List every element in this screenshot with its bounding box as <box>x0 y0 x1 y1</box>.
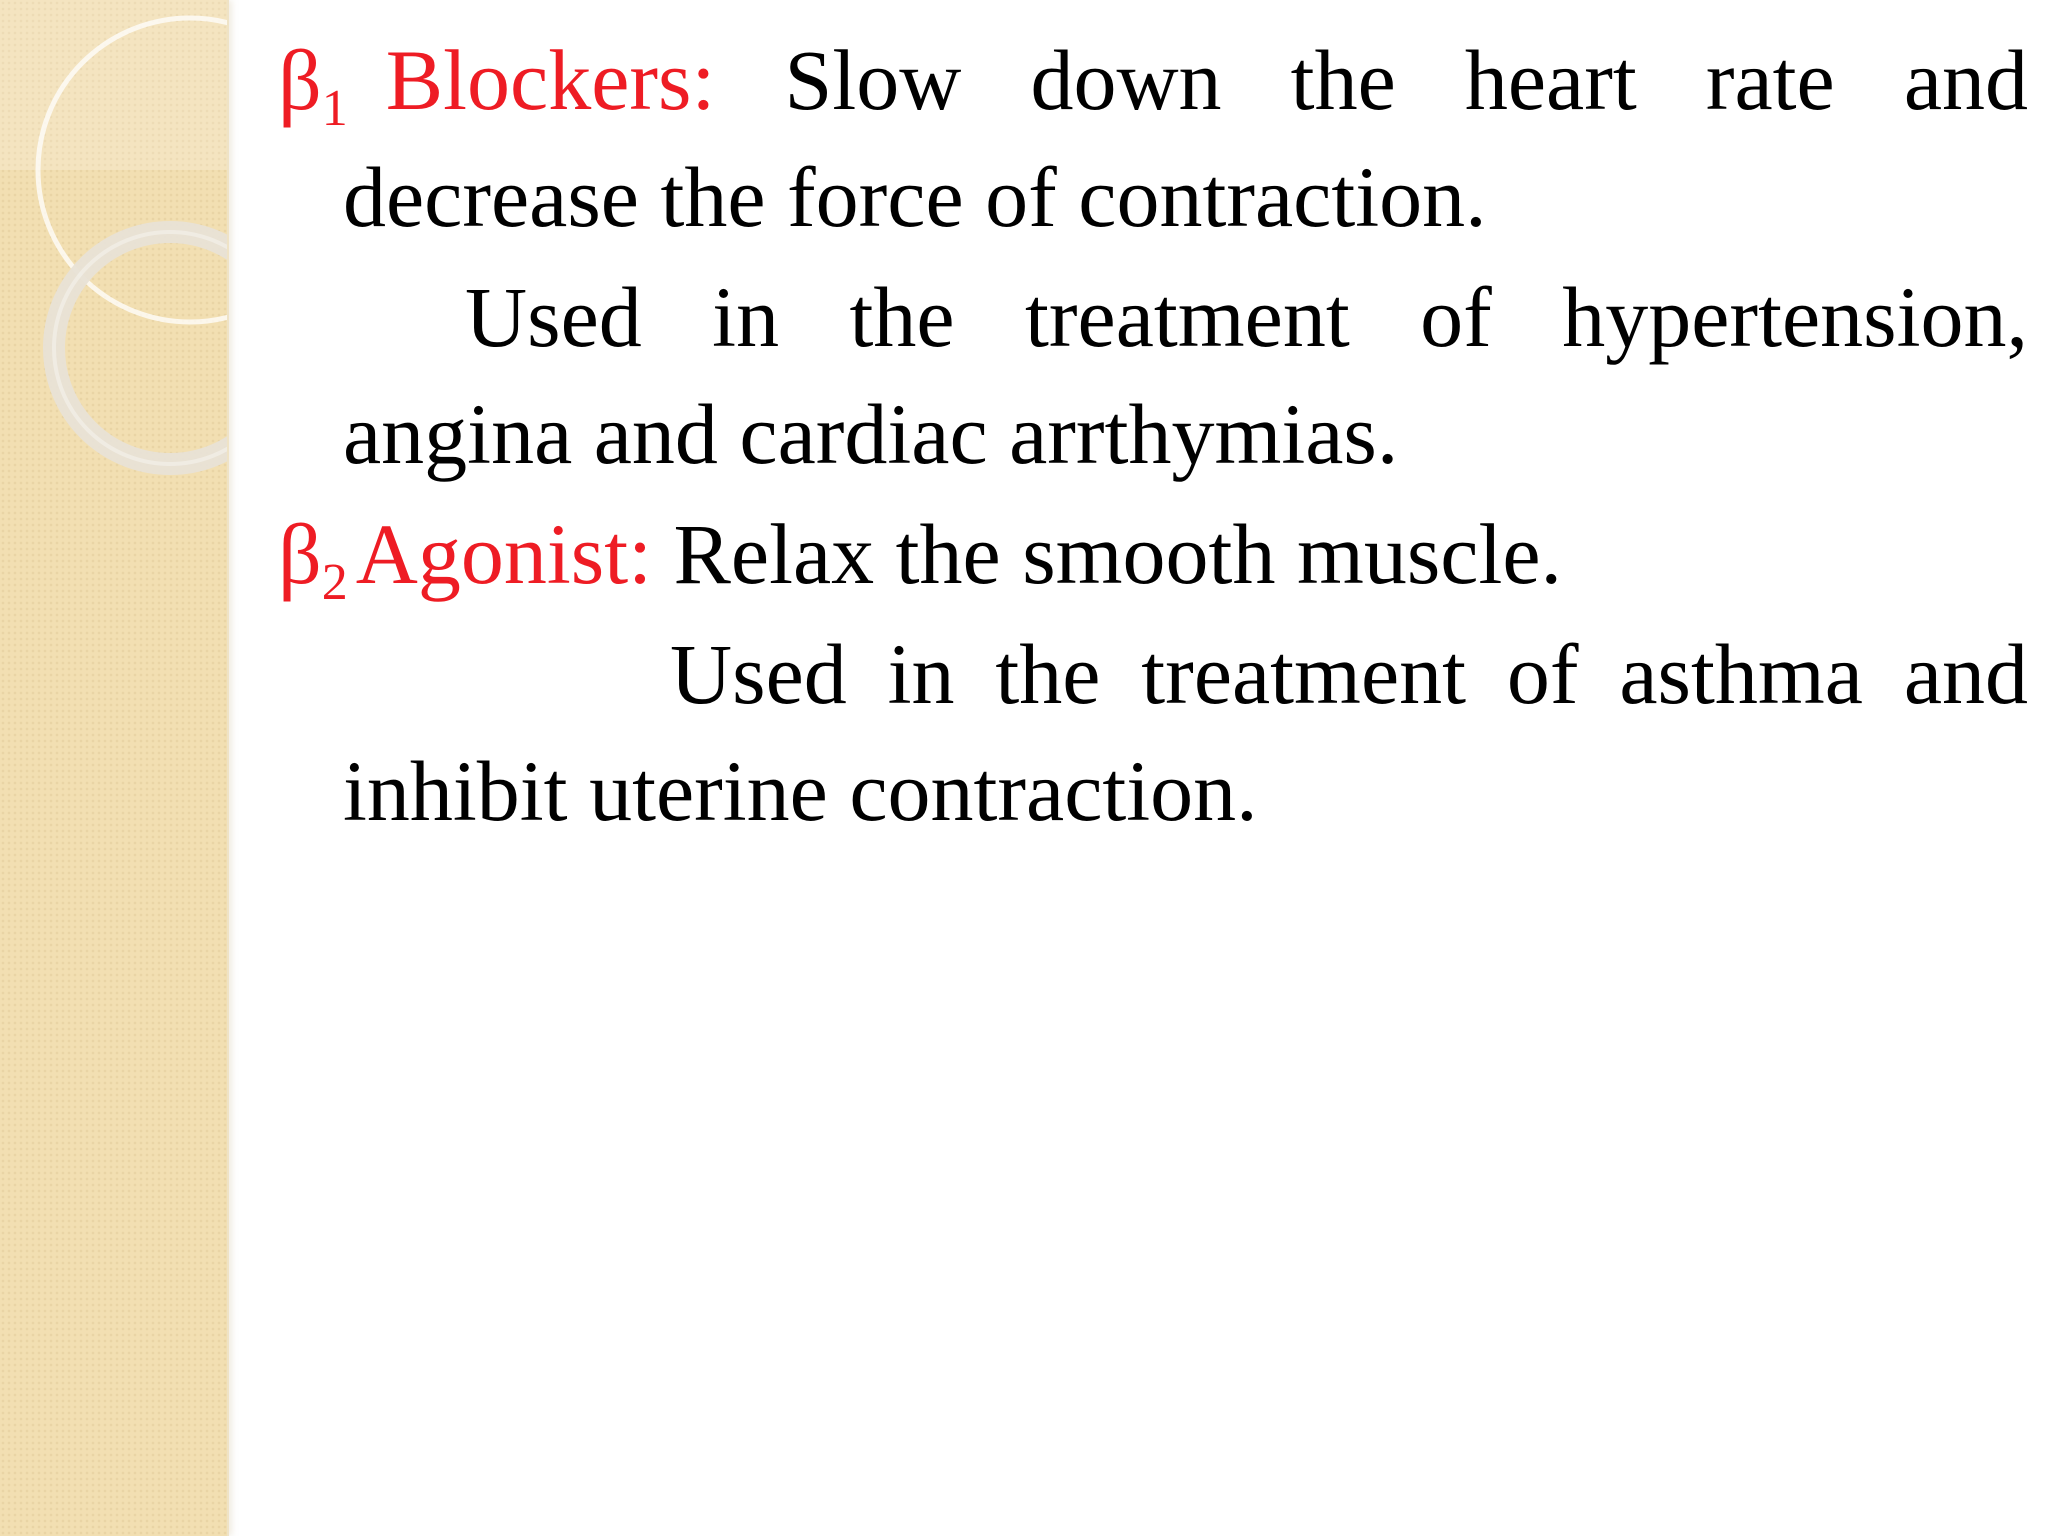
decorative-side-panel <box>0 0 229 1536</box>
beta1-description: Slow down the heart rate and decrease the force of contraction. <box>343 32 2029 245</box>
beta2-agonist-definition <box>278 496 2028 613</box>
beta2-symbol: β <box>278 506 322 602</box>
beta1-label: Blockers: <box>385 32 716 128</box>
beta2-label: Agonist: <box>355 506 653 602</box>
beta2-description: Relax the smooth muscle. <box>673 506 1563 602</box>
beta1-subscript: 1 <box>321 80 348 137</box>
beta2-subscript: 2 <box>321 554 348 611</box>
beta1-blockers-definition <box>278 22 2028 256</box>
decorative-rings <box>0 0 227 520</box>
beta1-usage: Used in the treatment of hypertension, angina and cardiac arrthymias. <box>343 269 2028 482</box>
beta2-term <box>278 506 348 611</box>
slide-content <box>278 22 2028 850</box>
beta1-symbol: β <box>278 32 322 128</box>
beta1-term <box>278 32 348 137</box>
beta2-usage: Used in the treatment of asthma and inhibit uterine contraction. <box>343 626 2028 839</box>
